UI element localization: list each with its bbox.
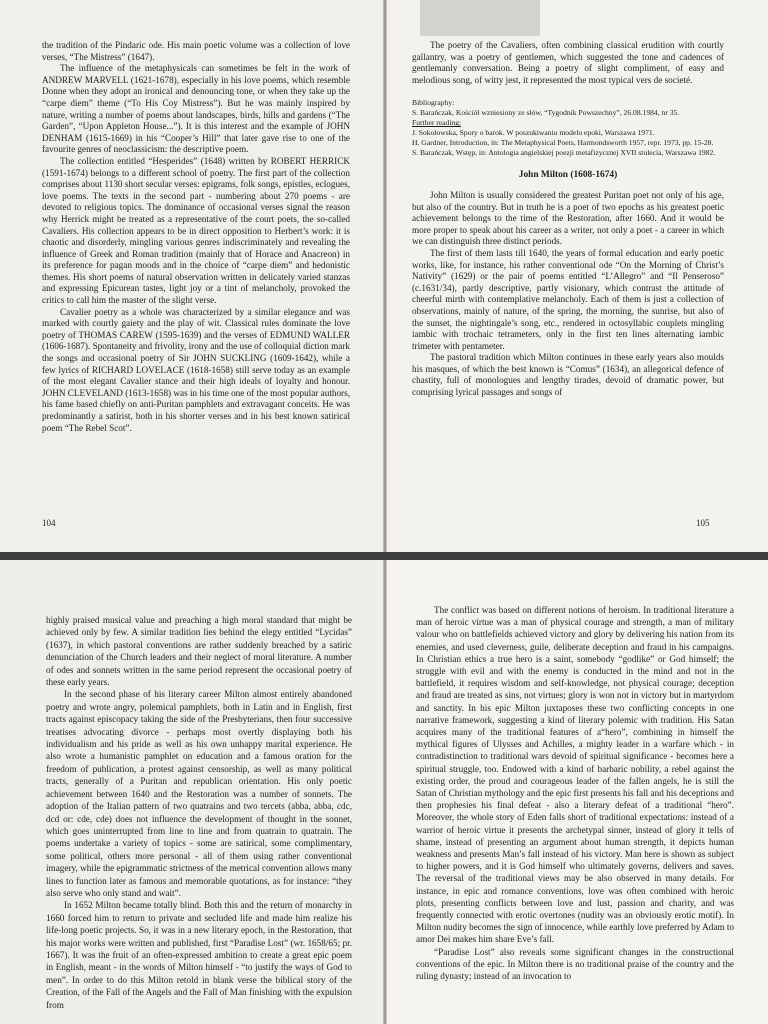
- further-reading-label: Further reading:: [412, 118, 462, 128]
- bibliography-entry: S. Barańczak, Kościół wzniesiony ze słów, “Tygodnik Powszechny”, 26.08.1984, nr 35.: [412, 108, 680, 118]
- page-106-paragraph: In 1652 Milton became totally blind. Both this and the return of monarchy in 1660 forced him to return to private and secluded life and made him realize his life-long poetic projects. So, it was in a new literary epoch, in the Restoration, that his major works were written and published, first “Paradise Lost” (wr. 1658/65; pr. 1667). It was the fruit of an often-expressed ambition to create a great epic poem in English, meant - in the words of Milton himself - “to justify the ways of God to men”. In order to do this Milton retold in blank verse the biblical story of the Creation, of the Fall of the Angels and the Fall of Man finishing with the expulsion from: [46, 900, 352, 1010]
- further-reading-entry: S. Barańczak, Wstęp, in: Antologia angielskiej poezji metafizycznej XVII stulecia, Warszawa 1982.: [412, 148, 716, 158]
- page-107-paragraph: The conflict was based on different notions of heroism. In traditional literature a man of heroic virtue was a man of physical courage and strength, a man of military valour who on battlefields achieved victory and glory by delivering his nation from its enemies, and used cleverness, guile, deliberate deception and fraud in his campaigns. In Christian ethics a true hero is a saint, somebody “godlike” or God himself; the struggle with evil and with the enemy is conducted in the mind and not in the battlefield, it requires wisdom and self-knowledge, not physical courage; deception and fraud are treated as sins, not virtues; glory is won not in victory but in martyrdom and sanctity. In his epic Milton juxtaposes these two conflicting concepts in one narrative framework, suggesting a kind of literary polemic with tradition. His Satan acquires many of the traditional features of a“hero”, combining in himself the mythical figures of Ulysses and Achilles, a mighty leader in a warfare which - in contradistinction to traditional wars devoid of spiritual significance - becomes here a spiritual struggle, too. Endowed with a kind of barbaric nobility, a rebel against the existing order, the proud and courageous leader of the fallen angels, he is still the Satan of Christian mythology and the epic first presents his fall and his deceptions and then prophesies his final defeat - also a literary defeat of a traditional “hero”. Moreover, the whole story of Eden falls short of traditional expectations: instead of a warrior of heroic virtue it presents the archetypal sinner, instead of glory it tells of shame, instead of presenting an argument about human strength, it depicts human weakness and presents Man’s fall instead of his victory. Man here is shown as subject to higher powers, and it is God himself who ultimately governs, delivers and saves. The reversal of the traditional views may be also observed in many details. For instance, in epic and romance conventions, love was often combined with heroic plots, presenting conflicts between love and lust, passion and charity, and was frequently connected with erotic overtones (nudity was an obviously erotic motif). In Milton nudity becomes the sign of innocence, while earthly love preferred by Adam to amor Dei makes him share Eve’s fall.: [416, 605, 734, 945]
- page-104-paragraph: Cavalier poetry as a whole was characterized by a similar elegance and was marked with courtly gaiety and the play of wit. Classical rules dominate the love poetry of THOMAS CAREW (1595-1639) and the verses of EDMUND WALLER (1606-1687). Spontaneity and frivolity, irony and the use of colloquial diction mark the songs and occasional poetry of Sir JOHN SUCKLING (1609-1642), while a few lyrics of RICHARD LOVELACE (1618-1658) still serve today as an example of the most elegant Cavalier stance and their high ideals of loyalty and honour. JOHN CLEVELAND (1613-1658) was in his time one of the most popular authors, his fame based chiefly on anti-Puritan pamphlets and extravagant conceits. He was predominantly a satirist, both in his shorter verses and in his best known satirical poem “The Rebel Scot”.: [42, 306, 350, 433]
- page-106-text: [46, 614, 352, 1011]
- page-106-paragraph: highly praised musical value and preaching a high moral standard that might be achieved only by few. A similar tradition lies behind the elegy entitled “Lycidas” (1637), in which pastoral conventions are rather suddenly breached by a satiric denunciation of the Church leaders and their neglect of moral literature. A number of odes and sonnets written in the same period represent the occasional poetry of these early years.: [46, 615, 352, 688]
- spine-gutter: [383, 560, 387, 1024]
- bibliography: [412, 98, 724, 158]
- page-107-paragraph: “Paradise Lost” also reveals some significant changes in the constructional conventions of the epic. In Milton there is no traditional praise of the country and the ruling dynasty; instead of an invocation to: [416, 946, 734, 982]
- scan-shadow: [420, 0, 540, 36]
- further-reading-entry: H. Gardner, Introduction, in: The Metaphysical Poets, Harmondsworth 1957, repr. 1973, pp. 15-28.: [412, 138, 714, 148]
- page-105-paragraph: John Milton is usually considered the greatest Puritan poet not only of his age, but also of the country. But in truth he is a poet of two epochs as his greatest poetic achievement belongs to the time of the Restoration, after 1660. And it would be more proper to speak about his career as a writer, not only a poet - a career in which we can distinguish three distinct periods.: [412, 189, 724, 247]
- further-reading-entry: J. Sokołowska, Spory o barok. W poszukiwaniu modelu epoki, Warszawa 1971.: [412, 128, 655, 138]
- page-106-paragraph: In the second phase of his literary career Milton almost entirely abandoned poetry and wrote angry, polemical pamphlets, both in Latin and in English, first tracts against episcopacy taking the side of the Presbyterians, then four successive treatises advocating divorce - perhaps most overtly displaying both his individualism and his pride as well as his own unhappy marital experience. He also wrote a humanistic pamphlet on education and a famous oration for the freedom of publication, a protest against censorship, as well as many political tracts, generally of a Puritan and republican orientation. His only poetic achievement between 1640 and the Restoration was a number of sonnets. The adoption of the Italian pattern of two quatrains and two tercets (abba, abba, cdc, dcd or: cde, cde) does not influence the development of thought in the sonnet, which goes uninterrupted from line to line and from quatrain to quatrain. The poems undertake a variety of topics - some are satirical, some complimentary, some political, others more personal - all of them using rather conventional imagery, while the epigrammatic strictness of the metrical convention allows many lines to function later as famous and memorable quotations, as for instance: “they also serve who only stand and wait”.: [46, 689, 352, 898]
- page-number: 104: [42, 518, 56, 528]
- spread-divider: [0, 552, 768, 560]
- page-106: [0, 560, 384, 1024]
- spine-gutter: [383, 0, 387, 552]
- page-105-paragraph: The poetry of the Cavaliers, often combining classical erudition with courtly gallantry, was a poetry of gentlemen, which suggested the tone and cadences of gentlemanly conversation. Being a poetry of slight compliment, of easy and melodious song, of witty jest, it represented the most typical vers de societé.: [412, 40, 724, 85]
- page-number: 105: [696, 518, 710, 528]
- page-104: [0, 0, 384, 552]
- bibliography-label: Bibliography:: [412, 98, 455, 108]
- section-heading: John Milton (1608-1674): [518, 170, 618, 181]
- page-104-text: [42, 40, 350, 434]
- page-105-paragraph: The pastoral tradition which Milton continues in these early years also moulds his masques, of which the best known is “Comus” (1634), an allegorical defence of chastity, full of monologues and lengthy tirades, devoid of dramatic power, but comprising lyrical passages and songs of: [412, 352, 724, 398]
- page-107-text: [416, 604, 734, 982]
- page-104-paragraph: the tradition of the Pindaric ode. His main poetic volume was a collection of love verses, “The Mistress” (1647).: [42, 40, 350, 62]
- page-105-text: [412, 40, 724, 399]
- page-105: [386, 0, 768, 552]
- page-105-paragraph: The first of them lasts till 1640, the years of formal education and early poetic works, like, for instance, his rather conventional ode “On the Morning of Christ’s Nativity” (1629) or the pair of poems entitled “L’Allegro” and “Il Penseroso” (c.1631/34), partly descriptive, partly visionary, which contrast the attitude of cheerful mirth with contemplative melancholy. Each of them is just a collection of observations, mainly of nature, of the spring, the morning, the sunrise, but also of the sunset, the nightingale’s song, etc., rendered in octosyllabic couplets mingling iambic with trochaic tetrameters, only in the first ten lines alternating iambic trimeter with pentameter.: [412, 247, 724, 351]
- page-104-paragraph: The collection entitled “Hesperides” (1648) written by ROBERT HERRICK (1591-1674) belongs to a different school of poetry. The first part of the collection comprises about 1130 short secular verses: epigrams, folk songs, epistles, eclogues, love poems. The texts in the second part - numbering about 270 poems - are devoted to religious topics. The dominance of occasional verses signal the reason why Herrick might be treated as a representative of the court poets, the so-called Cavaliers. His collection appears to be in direct opposition to Herbert’s work: it is chaotic and disorderly, mingling various genres indiscriminately and revealing the influence of Greek and Roman tradition (mainly that of Horace and Anacreon) in its preference for pagan moods and in the choice of “carpe diem” and hedonistic themes. His short poems of natural observation written in delicately varied stanzas and expressing Epicurean tastes, light joy or a tint of melancholy, provoked the critics to call him the master of the slight verse.: [42, 155, 350, 306]
- page-107: [386, 560, 768, 1024]
- page-104-paragraph: The influence of the metaphysicals can sometimes be felt in the work of ANDREW MARVELL (1621-1678), especially in his love poems, which resemble Donne when they adopt an ironical and denouncing tone, or when they take up the “carpe diem” theme (“To His Coy Mistress”). But he was mainly inspired by nature, writing a number of poems about landscapes, birds, hills and gardens (“The Garden”, “Upon Appleton House...”). It is this interest and the example of JOHN DENHAM (1615-1669) in his “Cooper’s Hill” that later gave rise to one of the favourite genres of neoclassicism: the descriptive poem.: [42, 63, 350, 155]
